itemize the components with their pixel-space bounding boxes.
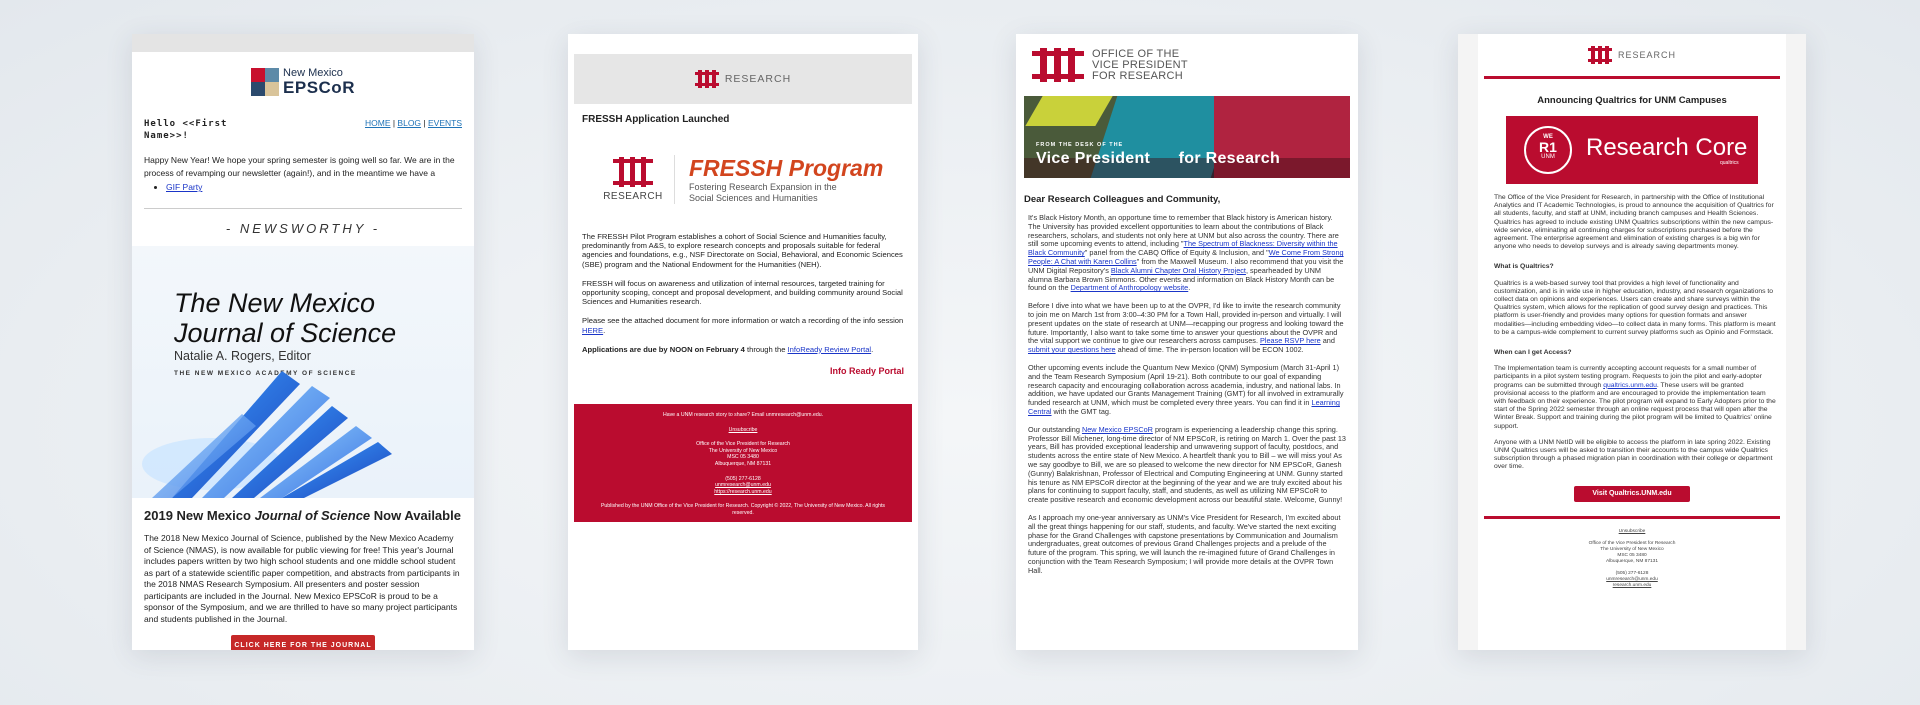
info-ready-portal-link[interactable]: Info Ready Portal	[829, 366, 904, 377]
footer-address-line: Albuquerque, NM 87131	[714, 460, 772, 467]
ovpr-title-line: OFFICE OF THE	[1092, 47, 1180, 60]
oral-history-link[interactable]: Black Alumni Chapter Oral History Project	[1110, 265, 1246, 275]
unm-logo-icon	[695, 70, 719, 88]
nav-blog-link[interactable]: BLOG	[397, 118, 422, 128]
hero-academy: THE NEW MEXICO ACADEMY OF SCIENCE	[174, 370, 357, 377]
paragraph	[582, 345, 904, 354]
ovpr-title	[1092, 49, 1188, 82]
header-research-label: RESEARCH	[724, 73, 792, 85]
qualtrics-wordmark: qualtrics	[1720, 160, 1739, 166]
footer-share: Have a UNM research story to share? Email unmresearch@unm.edu.	[662, 412, 824, 418]
journal-hero-image	[132, 246, 474, 498]
paragraph	[1028, 364, 1346, 417]
logo-line-2: EPSCoR	[283, 78, 355, 97]
paragraph-text: and	[1320, 336, 1335, 346]
hero-title-line-2: Journal of Science	[174, 318, 397, 348]
strong-people-link[interactable]: We Come From Strong People: A Chat with Karen Collins	[1028, 248, 1344, 266]
nav-home-link[interactable]: HOME	[364, 118, 391, 128]
unsubscribe-link[interactable]: Unsubscribe	[1618, 528, 1646, 534]
card-topbar	[132, 34, 474, 52]
article-title-prefix: 2019 New Mexico	[144, 508, 255, 523]
badge-r1: R1	[1539, 139, 1557, 155]
learning-central-link[interactable]: Learning Central	[1028, 398, 1340, 416]
hero-tubes-graphic	[132, 246, 474, 498]
greeting: Hello <<First Name>>!	[144, 119, 228, 141]
unsubscribe-link[interactable]: Unsubscribe	[728, 426, 758, 433]
we-r1-badge-icon	[1524, 126, 1572, 174]
paragraph-text: Before I dive into what we have been up to at the OVPR, I'd like to invite the research community to join me on March 1st from 3:00–4:30 PM for a Town Hall, provided in-person and virtually. I will present updates on the state of research at UNM—recapping our progress and looking toward the future. Importantly, I also want to take some time to answer your questions about the OVPR and the vital support we continue to give our researchers across campuses.	[1028, 301, 1344, 346]
unm-logo-icon	[1588, 46, 1612, 64]
header-nav	[365, 118, 462, 142]
nav-separator: |	[390, 118, 398, 128]
paragraph-text: Other upcoming events include the Quantum New Mexico (QNM) Symposium (March 31-April 1) and the Team Research Symposium (April 19-21). Both contribute to our goal of expanding research capacity and encouraging collaboration across academia, industry, and national labs. In addition, we have updated our Grants Management Training (GMT) for all involved in extramurally funded research at UNM, which must be completed every three years. You can find it in	[1028, 362, 1344, 408]
rsvp-link[interactable]: Please RSVP here	[1260, 336, 1321, 346]
ovpr-title-line: VICE PRESIDENT	[1092, 58, 1188, 71]
article-body: The 2018 New Mexico Journal of Science, published by the New Mexico Academy of Science (NMAS), is now available for public viewing for free! This year's Journal includes papers written by two high school students and one middle school student as part of a statewide scientific paper competition, and abstracts from participants in the 2018 NMAS Research Symposium. All presenters and poster session participants are included in the Journal. New Mexico EPSCoR is proud to be a sponsor of the Symposium, and we are thrilled to have so many project participants and students published in the Journal.	[144, 533, 460, 624]
paragraph-text: The Implementation team is currently accepting account requests for a small number of participants in a pilot system testing program. Requests to join the pilot and early-adopter programs can be submitted through	[1494, 365, 1762, 389]
fressh-subtitle-2: Social Sciences and Humanities	[689, 193, 818, 203]
footer-email-link[interactable]: unmresearch@unm.edu	[1606, 576, 1658, 582]
email-footer	[574, 404, 912, 522]
paragraph: The Office of the Vice President for Research, in partnership with the Office of Institutional Analytics and IT Academic Technologies, is proud to announce the acquisition of Qualtrics for all students, faculty, and staff at UNM, including branch campuses and Health Sciences. Qualtrics has agreed to include existing UNM Qualtrics subscriptions within the new campus-wide service, eliminating all continuing charges for subscriptions purchased before the agreement. The enterprise agreement and elimination of existing charges is a big win for anyone who needs to develop surveys and is already saving departments money.	[1494, 194, 1774, 251]
paragraph	[1028, 426, 1346, 505]
ovpr-title-line: FOR RESEARCH	[1092, 69, 1183, 82]
list-item	[166, 182, 474, 192]
logo-line-1: New Mexico	[283, 67, 343, 79]
paragraph-text: Please see the attached document for more information or watch a recording of the info session	[582, 316, 904, 326]
footer-email-link[interactable]: unmresearch@unm.edu	[715, 482, 771, 489]
paragraph	[1494, 365, 1776, 431]
nm-epscor-link[interactable]: New Mexico EPSCoR	[1081, 424, 1153, 434]
paragraph-text: program is experiencing a leadership change this spring. Professor Bill Michener, long-time director of NM EPSCoR, is retiring on March 1. Over the past 13 years, Bill has provided exceptional leadership and unwavering support of faculty, postdocs, and students across the entire state of New Mexico. A heartfelt thank you to Bill – we will miss you! As we say goodbye to Bill, we are so pleased to welcome the new director for NM EPSCoR, Ganesh (Gunny) Balakrishnan, Professor of Electrical and Computing Engineering at UNM. Gunny started his tenure as NM EPSCoR director at the beginning of the year and we are truly excited about his plans for continuing to support faculty, staff, and students, as well as utilizing NM EPSCoR to create positive research and economic development across our beautiful state. Welcome, Gunny!	[1028, 424, 1346, 505]
research-header	[1478, 34, 1786, 76]
paragraph-text: with the GMT tag.	[1051, 406, 1112, 416]
qualtrics-announcement-card	[1458, 34, 1806, 650]
epscor-logo	[132, 56, 474, 108]
spectrum-blackness-link[interactable]: The Spectrum of Blackness: Diversity within the Black Community	[1028, 239, 1338, 258]
header-research-label: RESEARCH	[1617, 50, 1676, 60]
deadline-text: Applications are due by NOON on February 4	[582, 344, 745, 354]
footer-web-link[interactable]: https://research.unm.edu	[714, 488, 772, 495]
research-core-title: Research Core	[1586, 134, 1748, 161]
logo-research-label: RESEARCH	[603, 191, 663, 202]
banner-title: Vice President for Research	[1036, 150, 1281, 167]
fressh-newsletter-card	[568, 34, 918, 650]
fressh-title: FRESSH Program	[689, 155, 884, 181]
divider	[144, 208, 462, 209]
footer-address-line: MSC 05 3480	[1617, 552, 1647, 558]
section-heading: - NEWSWORTHY -	[225, 221, 381, 236]
paragraph-text: Our outstanding	[1028, 424, 1082, 434]
email-footer	[1478, 519, 1786, 589]
footer-address-line: Office of the Vice President for Research	[1588, 540, 1676, 546]
paragraph: Qualtrics is a web-based survey tool that provides a high level of functionality and customization, and is in wide use in higher education, industry, and research organizations to collect data on opinions and experiences. Users can create and share surveys within the Qualtrics system, which allows for the replication of good survey design and practices. This platform is user-friendly and provides many options for question formats and answer modalities—including embedding video—to collect data in many forms. This platform is meant to be a campus-wide complement to current survey platforms such as Opinio and Formstack.	[1494, 279, 1776, 336]
footer-address-line: Office of the Vice President for Research	[696, 441, 790, 448]
paragraph-text: .	[871, 344, 874, 354]
salutation: Dear Research Colleagues and Community,	[1024, 194, 1221, 205]
paragraph-text: " panel from the CABQ Office of Equity & Inclusion, and "	[1084, 248, 1269, 258]
intro-list	[132, 180, 474, 192]
paragraph	[1028, 302, 1346, 355]
research-core-banner	[1506, 116, 1758, 184]
email-body	[568, 232, 918, 354]
anthropology-link[interactable]: Department of Anthropology website	[1070, 283, 1189, 293]
footer-phone: (505) 277-6128	[725, 475, 761, 482]
paragraph-text: " from the Maxwell Museum. I also recommend that you visit the UNM Digital Repository's	[1028, 256, 1344, 275]
submit-questions-link[interactable]: submit your questions here	[1028, 345, 1116, 355]
paragraph-text: ahead of time. The in-person location will be ECON 1002.	[1115, 345, 1304, 355]
footer-address-line: MSC 05 3480	[727, 454, 759, 461]
paragraph-text: . These users will be granted provisional access to the platform and are encouraged to provide the implementation team with feedback on their experience. The pilot program will expand to Early Adopters prior to the start of the Spring 2022 semester through an online request process that will open after the Winter Break. Support and training during the pilot program will be limited to Qualtrics' online support.	[1494, 381, 1776, 430]
footer-phone: (505) 277-6128	[1615, 570, 1649, 576]
infoready-portal-link[interactable]: InfoReady Review Portal	[787, 344, 872, 354]
letter-body	[1016, 214, 1358, 575]
gif-party-link[interactable]: GIF Party	[166, 182, 203, 192]
ovpr-letter-card	[1016, 34, 1358, 650]
epscor-logo-icon	[251, 68, 279, 96]
paragraph-text: .	[603, 325, 606, 335]
journal-cta-button[interactable]: CLICK HERE FOR THE JOURNAL	[231, 635, 375, 650]
unm-logo-icon	[613, 157, 653, 187]
research-header	[574, 54, 912, 104]
paragraph: As I approach my one-year anniversary as UNM's Vice President for Research, I'm excited about all the great things happening for our staff, students, and faculty. We've started the next exciting phase for the Grand Challenges with capstone presentations by Communication and Journalism undergraduates, great outcomes of previous Grand Challenges projects and a prelude of the future of the program. This spring, we will launch the re-imagined future of Grand Challenges in conjunction with the Team Research Symposium; I will provide more details at the OVPR Town Hall.	[1028, 512, 1341, 575]
vp-banner-image	[1024, 96, 1350, 178]
unm-logo-icon	[1032, 48, 1084, 82]
nav-events-link[interactable]: EVENTS	[427, 118, 462, 128]
paragraph	[582, 316, 904, 334]
ovpr-header	[1016, 34, 1358, 86]
paragraph: FRESSH will focus on awareness and utilization of internal resources, targeted training for opportunity scoping, concept and proposal development, and building community around Social Sciences and Humanities research.	[582, 278, 903, 307]
qualtrics-unm-link[interactable]: qualtrics.unm.edu	[1603, 381, 1657, 389]
announcement-title: Announcing Qualtrics for UNM Campuses	[1537, 95, 1727, 106]
email-title: FRESSH Application Launched	[582, 114, 730, 125]
announcement-body	[1478, 194, 1786, 472]
paragraph-text: It's Black History Month, an opportune time to remember that Black history is American history. The University has provided excellent opportunities to learn about the contributions of Black researchers, scholars, and students not only here at UNM but also across the country. There are still some upcoming events to attend, including "	[1028, 213, 1339, 249]
section-heading: What is Qualtrics?	[1494, 263, 1554, 271]
article-title-suffix: Now Available	[370, 508, 461, 523]
section-heading: When can I get Access?	[1494, 349, 1572, 357]
paragraph: Anyone with a UNM NetID will be eligible to access the platform in late spring 2022. Existing UNM Qualtrics users will be asked to transition their accounts to the campus wide Qualtrics subscription through a phased migration plan in coordination with their college or department over time.	[1494, 438, 1773, 471]
banner-from-label: FROM THE DESK OF THE	[1036, 142, 1124, 148]
paragraph	[1028, 214, 1346, 293]
fressh-subtitle-1: Fostering Research Expansion in the	[689, 182, 837, 192]
badge-we: WE	[1543, 134, 1553, 140]
footer-address-line: The University of New Mexico	[708, 447, 778, 454]
epscor-newsletter-card	[132, 34, 474, 650]
paragraph-text: , spearheaded by UNM alumna Barbara Brown Simmons. Other events and information on Black History Month can be found on the	[1028, 265, 1335, 293]
visit-qualtrics-button[interactable]: Visit Qualtrics.UNM.edu	[1574, 486, 1690, 502]
nav-separator: |	[421, 118, 428, 128]
hero-title-line-1: The New Mexico	[174, 288, 376, 318]
paragraph-text: through the	[744, 344, 788, 354]
intro-text: Happy New Year! We hope your spring semester is going well so far. We are in the process of revamping our newsletter (again!), and in the meantime we have a	[144, 155, 455, 178]
footer-web-link[interactable]: research.unm.edu	[1612, 582, 1652, 588]
badge-unm: UNM	[1541, 154, 1555, 160]
fressh-logo	[568, 125, 918, 204]
article-title-emphasis: Journal of Science	[254, 508, 371, 523]
footer-address-line: The University of New Mexico	[1600, 546, 1664, 552]
footer-address-line: Albuquerque, NM 87131	[1605, 558, 1658, 564]
info-session-link[interactable]: HERE	[582, 325, 604, 335]
article-title	[132, 498, 474, 523]
footer-copyright: Published by the UNM Office of the Vice President for Research. Copyright © 2022, The University of New Mexico. All rights reserved.	[600, 503, 886, 516]
hero-editor: Natalie A. Rogers, Editor	[174, 349, 311, 363]
paragraph: The FRESSH Pilot Program establishes a cohort of Social Science and Humanities faculty, predominantly from A&S, to explore research concepts and proposals suitable for federal agencies and foundations, e.g., NSF Directorate on Social, Behavioral, and Economic Sciences (SBE) program and the National Endowment for the Humanities (NEH).	[582, 232, 903, 269]
paragraph-text: .	[1188, 283, 1191, 293]
